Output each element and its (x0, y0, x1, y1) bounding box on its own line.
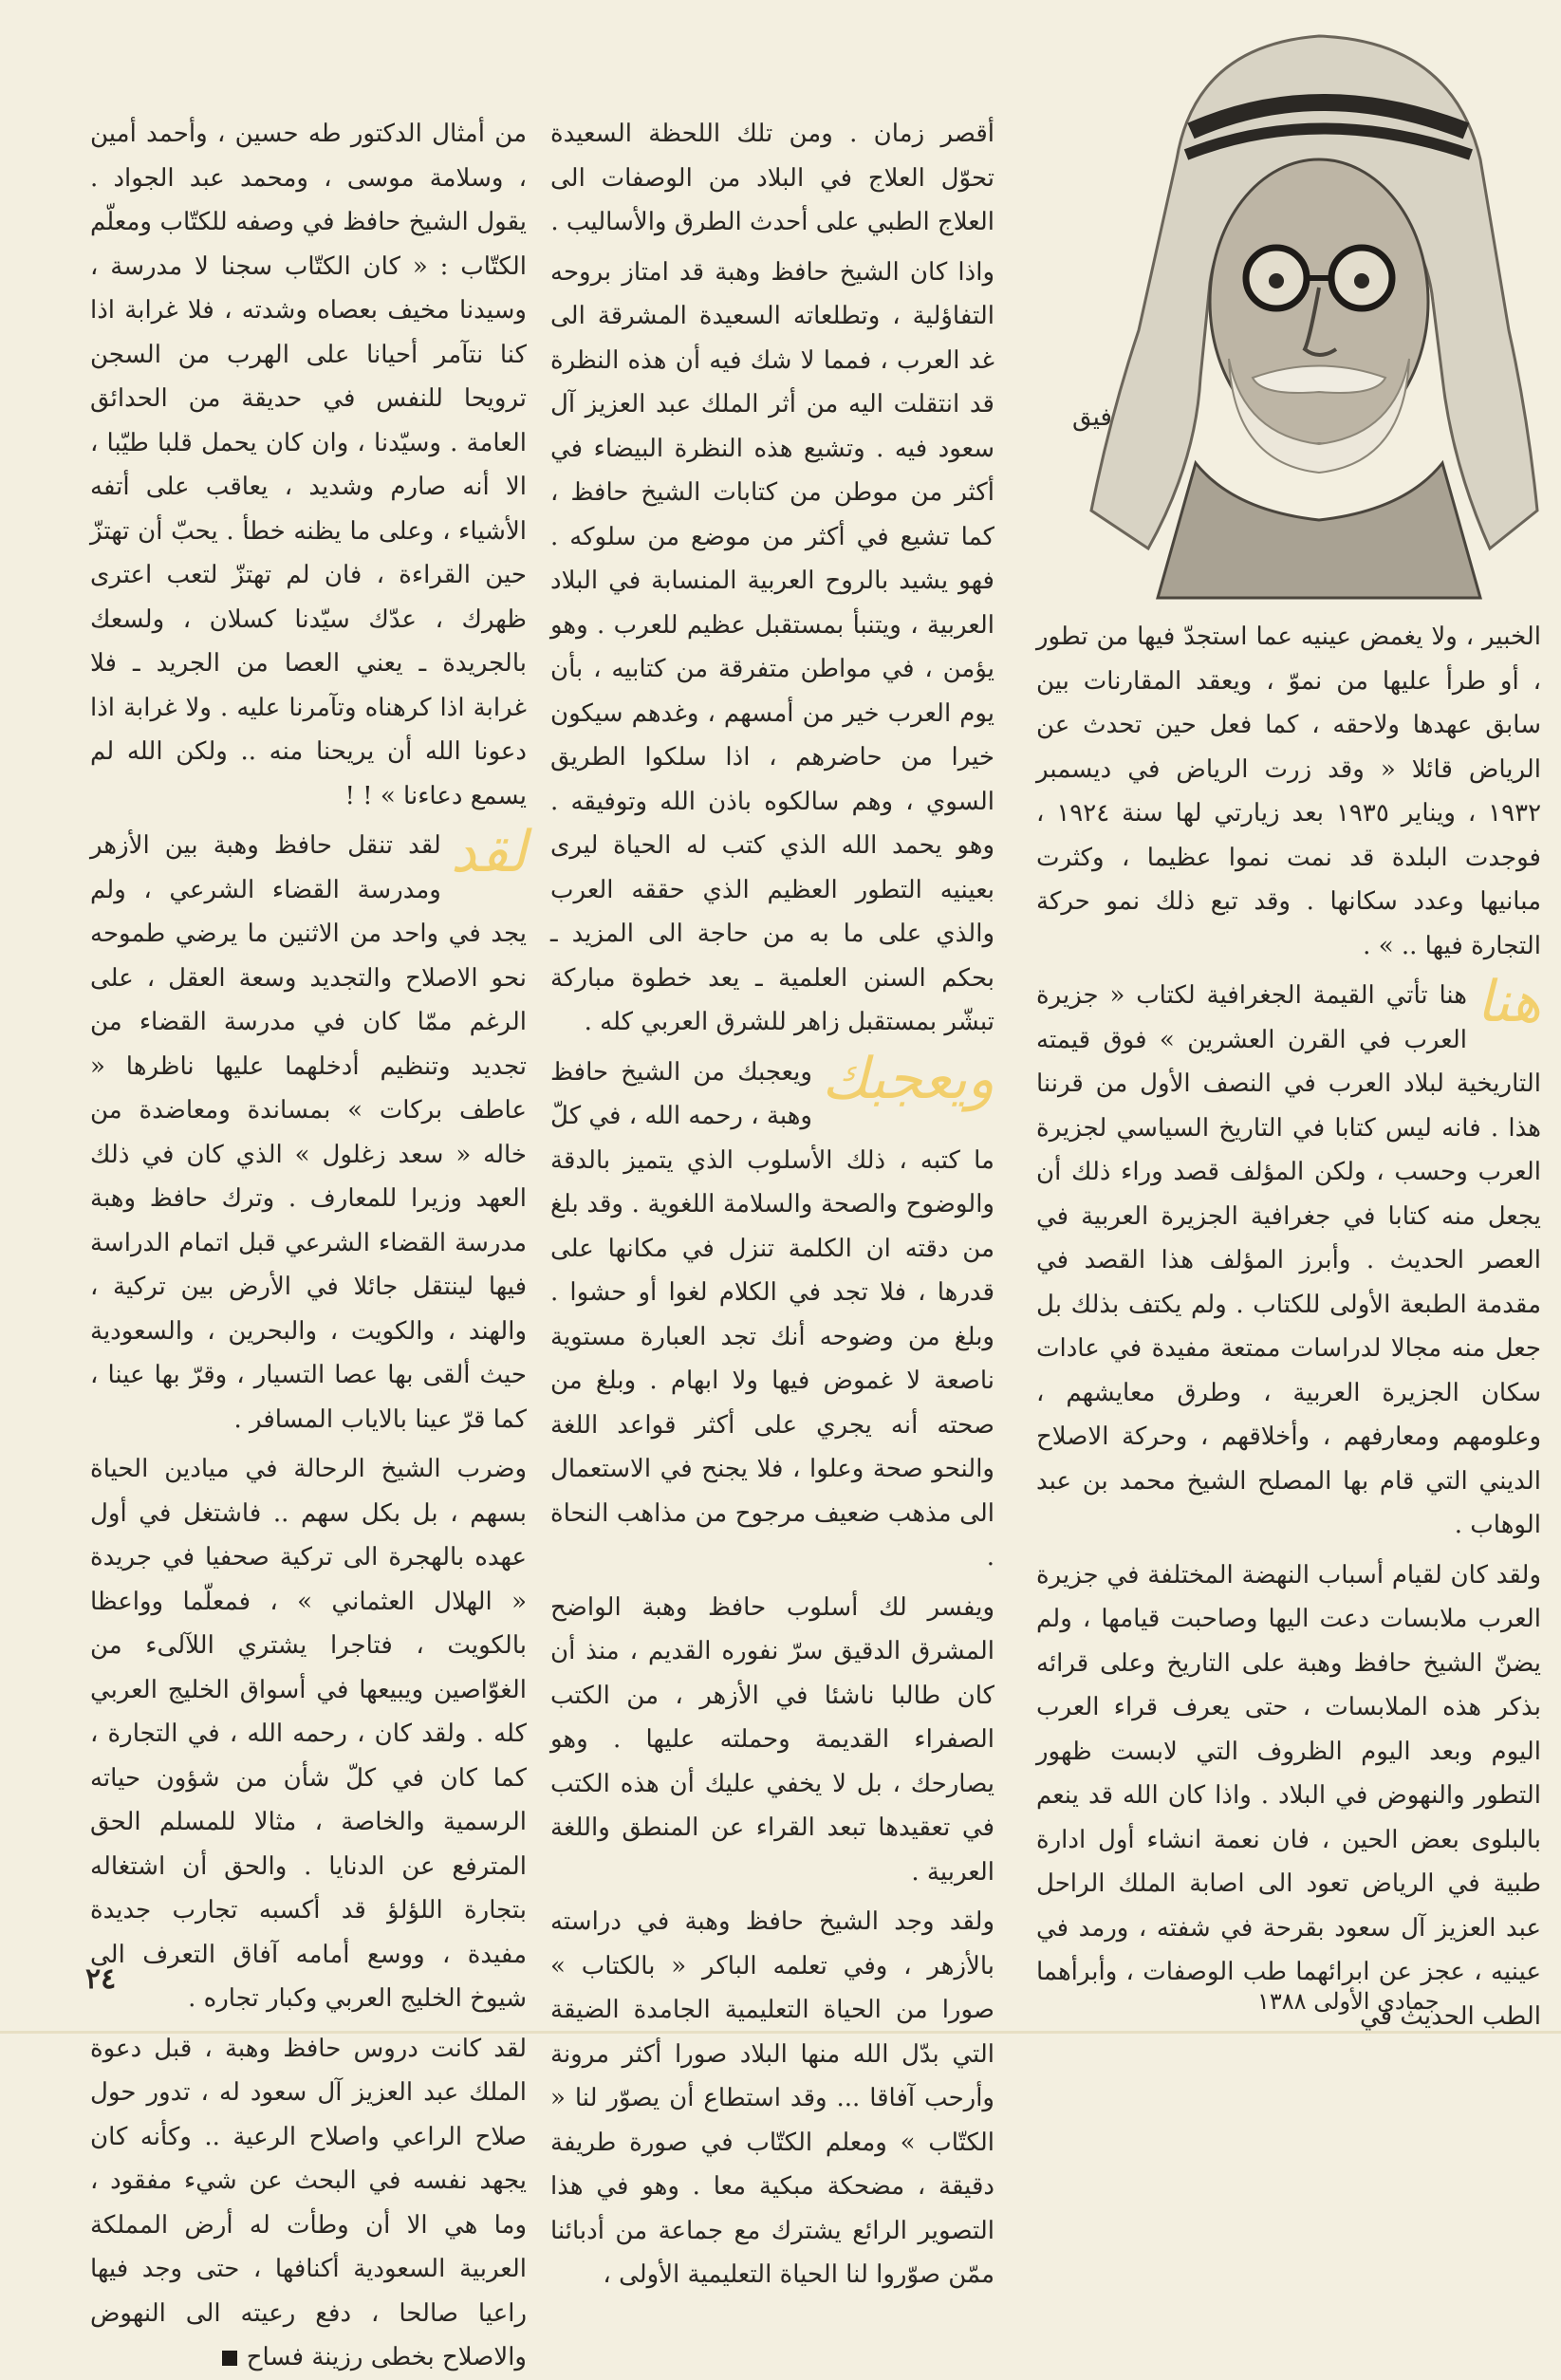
paragraph: ويعجبك ويعجبك من الشيخ حافظ وهبة ، رحمه الله ، في كلّ ما كتبه ، ذلك الأسلوب الذي يتميز بالدقة والوضوح والصحة والسلامة اللغوية . وقد بلغ من دقته ان الكلمة تنزل في مكانها على قدرها ، فلا تجد في الكلام لغوا أو حشوا . وبلغ من وضوحه أنك تجد العبارة مستوية ناصعة لا غموض فيها ولا ابهام . وبلغ من صحته أنه يجري على أكثر قواعد اللغة والنحو صحة وعلوا ، فلا يجنح في الاستعمال الى مذهب ضعيف مرجوح من مذاهب النحاة . (550, 1045, 994, 1571)
page-edge (0, 2031, 1561, 2034)
paragraph: هنا هنا تأتي القيمة الجغرافية لكتاب « جزيرة العرب في القرن العشرين » فوق قيمته التاريخية لبلاد العرب في النصف الأول من قرننا هذا . فانه ليس كتابا في التاريخ السياسي لجزيرة العرب وحسب ، ولكن المؤلف قصد وراء ذلك أن يجعل منه كتابا في جغرافية الجزيرة العربية في العصر الحديث . وأبرز المؤلف هذا القصد في مقدمة الطبعة الأولى للكتاب . ولم يكتف بذلك بل جعل منه مجالا لدراسات ممتعة مفيدة في عادات سكان الجزيرة العربية ، وطرق معايشهم ، وعلومهم ومعارفهم ، وأخلاقهم ، وحركة الاصلاح الديني التي قام بها المصلح الشيخ محمد بن عبد الوهاب . (1036, 969, 1541, 1539)
paragraph: الخبير ، ولا يغمض عينيه عما استجدّ فيها من تطور ، أو طرأ عليها من نموّ ، ويعقد المقارنات بين سابق عهدها ولاحقه ، كما فعل حين تحدث عن الرياض قائلا « وقد زرت الرياض في ديسمبر ١٩٣٢ ، ويناير ١٩٣٥ بعد زيارتي لها سنة ١٩٢٤ ، فوجدت البلدة قد نمت نموا عظيما ، وكثرت مبانيها وعدد سكانها . وقد تبع ذلك نمو حركة التجارة فيها .. » . (1036, 623, 1542, 960)
page-number: ٢٤ (85, 1962, 117, 1996)
paragraph: أقصر زمان . ومن تلك اللحظة السعيدة تحوّل العلاج في البلاد من الوصفات الى العلاج الطبي على أحدث الطرق والأساليب . (550, 120, 994, 236)
paragraph: لقد لقد تنقل حافظ وهبة بين الأزهر ومدرسة القضاء الشرعي ، ولم يجد في واحد من الاثنين ما يرضي طموحه نحو الاصلاح والتجديد وسعة العقل ، على الرغم ممّا كان في مدرسة القضاء من تجديد وتنظيم أدخلهما عليها ناظرها « عاطف بركات » بمساندة ومعاضدة من خاله « سعد زغلول » الذي كان في ذلك العهد وزيرا للمعارف . وترك حافظ وهبة مدرسة القضاء الشرعي قبل اتمام الدراسة فيها لينتقل جائلا في الأرض بين تركية ، والهند ، والكويت ، والبحرين ، والسعودية حيث ألقى بها عصا التسيار ، وقرّ بها عينا ، كما قرّ عينا بالاياب المسافر . (90, 819, 527, 1434)
column-middle (550, 112, 994, 2289)
artist-signature: فيق (1072, 403, 1112, 432)
paragraph: ولقد كان لقيام أسباب النهضة المختلفة في جزيرة العرب ملابسات دعت اليها وصاحبت قيامها ، ولم يضنّ الشيخ حافظ وهبة على التاريخ وعلى قرائه بذكر هذه الملابسات ، حتى يعرف قراء العرب اليوم وبعد اليوم الظروف التي لابست ظهور التطور والنهوض في البلاد . واذا كان الله قد ينعم بالبلوى بعض الحين ، فان نعمة انشاء أول ادارة طبية في الرياض تعود الى اصابة الملك الراحل عبد العزيز آل سعود بقرحة في شفته ، ورمد في عينيه ، عجز عن ابرائهما طب الوصفات ، وأبرأهما الطب الحديث في (1036, 1560, 1541, 2031)
end-mark-icon (222, 2351, 237, 2366)
paragraph: واذا كان الشيخ حافظ وهبة قد امتاز بروحه التفاؤلية ، وتطلعاته السعيدة المشرقة الى غد العرب ، فمما لا شك فيه أن هذه النظرة قد انتقلت اليه من أثر الملك عبد العزيز آل سعود فيه . وتشيع هذه النظرة البيضاء في أكثر من موطن من كتابات الشيخ حافظ ، كما تشيع في أكثر من موضع من سلوكه . فهو يشيد بالروح العربية المنسابة في البلاد العربية ، ويتنبأ بمستقبل عظيم للعرب . وهو يؤمن ، في مواطن متفرقة من كتابيه ، بأن يوم العرب خير من أمسهم ، وغدهم سيكون خيرا من حاضرهم ، اذا سلكوا الطريق السوي ، وهم سالكوه باذن الله وتوفيقه . وهو يحمد الله الذي كتب له الحياة ليرى بعينيه التطور العظيم الذي حققه العرب والذي على ما به من حاجة الى المزيد ـ بحكم السنن العلمية ـ يعد خطوة مباركة تبشّر بمستقبل زاهر للشرق العربي كله . (550, 257, 994, 1036)
paragraph: وضرب الشيخ الرحالة في ميادين الحياة بسهم ، بل بكل سهم .. فاشتغل في أول عهده بالهجرة الى تركية صحفيا في جريدة « الهلال العثماني » ، فمعلّما وواعظا بالكويت ، فتاجرا يشتري اللآلىء من الغوّاصين ويبيعها في أسواق الخليج العربي كله . ولقد كان ، رحمه الله ، في التجارة ، كما كان في كلّ شأن من شؤون حياته الرسمية والخاصة ، مثالا للمسلم الحق المترفع عن الدنايا . والحق أن اشتغاله بتجارة اللؤلؤ قد أكسبه تجارب جديدة مفيدة ، ووسع أمامه آفاق التعرف الى شيوخ الخليج العربي وكبار تجاره . (90, 1455, 527, 2013)
paragraph: من أمثال الدكتور طه حسين ، وأحمد أمين ، وسلامة موسى ، ومحمد عبد الجواد . يقول الشيخ حافظ في وصفه للكتّاب ومعلّم الكتّاب : « كان الكتّاب سجنا لا مدرسة ، وسيدنا مخيف بعصاه وشدته ، فلا غرابة اذا كنا نتآمر أحيانا على الهرب من السجن ترويحا للنفس في حديقة من الحدائق العامة . وسيّدنا ، وان كان يحمل قلبا طيّبا ، الا أنه صارم وشديد ، يعاقب على أتفه الأشياء ، وعلى ما يظنه خطأ . يحبّ أن تهتزّ حين القراءة ، فان لم تهتزّ لتعب اعترى ظهرك ، عدّك سيّدنا كسلان ، ولسعك بالجريدة ـ يعني العصا من الجريد ـ فلا غرابة اذا كرهناه وتآمرنا عليه . ولا غرابة اذا دعونا الله أن يريحنا منه .. ولكن الله لم يسمع دعاءنا » ! ! (90, 120, 527, 810)
decorative-initial: هنا (1476, 969, 1541, 1035)
decorative-initial: ويعجبك (821, 1045, 994, 1112)
paragraph: ولقد وجد الشيخ حافظ وهبة في دراسته بالأزهر ، وفي تعلمه الباكر « بالكتاب » صورا من الحياة التعليمية الجامدة الضيقة التي بدّل الله منها البلاد صورا أكثر مرونة وأرحب آفاقا ... وقد استطاع أن يصوّر لنا « الكتّاب » ومعلم الكتّاب في صورة طريفة دقيقة ، مضحكة مبكية معا . وهو في هذا التصوير الرائع يشترك مع جماعة من أدبائنا ممّن صوّروا لنا الحياة التعليمية الأولى ، (550, 1907, 994, 2289)
paragraph: لقد كانت دروس حافظ وهبة ، قبل دعوة الملك عبد العزيز آل سعود له ، تدور حول صلاح الراعي واصلاح الرعية .. وكأنه كان يجهد نفسه في البحث عن شيء مفقود ، وما هي الا أن وطأت له أرض المملكة العربية السعودية أكنافها ، حتى وجد فيها راعيا صالحا ، دفع رعيته الى النهوض والاصلاح بخطى رزينة فساح (90, 2034, 527, 2371)
portrait-of-sheikh-icon (1034, 17, 1547, 598)
decorative-initial: لقد (450, 819, 527, 885)
issue-date-footer: جمادى الأولى ١٣٨٨ (1257, 1988, 1440, 2015)
portrait-illustration (1034, 17, 1547, 598)
paragraph: ويفسر لك أسلوب حافظ وهبة الواضح المشرق الدقيق سرّ نفوره القديم ، منذ أن كان طالبا ناشئا في الأزهر ، من الكتب الصفراء القديمة وحملته عليها . وهو يصارحك ، بل لا يخفي عليك أن هذه الكتب في تعقيدها تبعد القراء عن المنطق واللغة العربية . (550, 1592, 994, 1887)
